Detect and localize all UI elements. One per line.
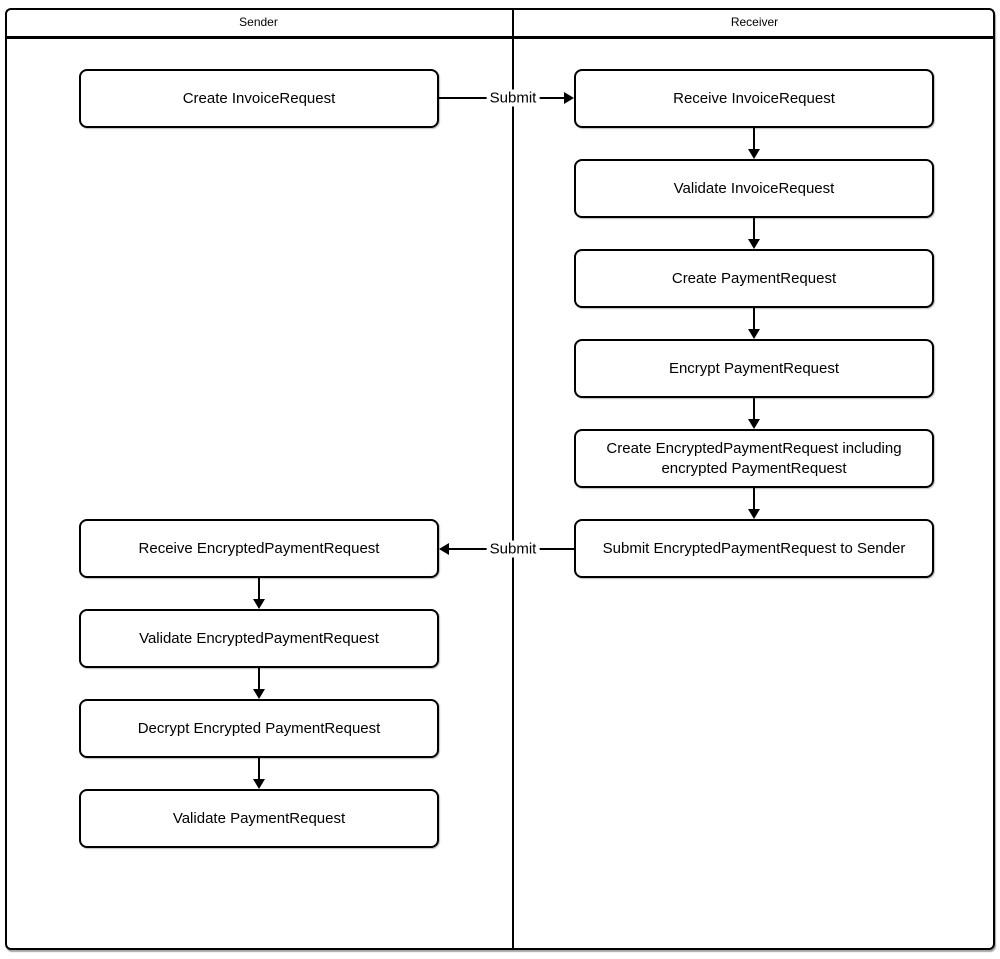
arrow-down-sender-1 bbox=[253, 578, 265, 609]
lane-title-receiver: Receiver bbox=[730, 15, 779, 29]
node-receive-encryptedpaymentrequest: Receive EncryptedPaymentRequest bbox=[79, 519, 439, 578]
node-decrypt-encrypted-paymentrequest: Decrypt Encrypted PaymentRequest bbox=[79, 699, 439, 758]
lane-divider-line bbox=[512, 8, 514, 950]
node-validate-paymentrequest: Validate PaymentRequest bbox=[79, 789, 439, 848]
node-receive-invoicerequest: Receive InvoiceRequest bbox=[574, 69, 934, 128]
header-separator-line bbox=[5, 36, 995, 39]
arrow-down-sender-2 bbox=[253, 668, 265, 699]
node-create-encryptedpaymentrequest: Create EncryptedPaymentRequest including encrypted PaymentRequest bbox=[574, 429, 934, 488]
arrow-down-receiver-5 bbox=[748, 488, 760, 519]
arrow-down-sender-3 bbox=[253, 758, 265, 789]
arrow-down-receiver-2 bbox=[748, 218, 760, 249]
lane-title-sender: Sender bbox=[239, 15, 278, 29]
label-submit-encryptedpaymentrequest: Submit bbox=[487, 541, 540, 558]
node-validate-encryptedpaymentrequest: Validate EncryptedPaymentRequest bbox=[79, 609, 439, 668]
node-create-paymentrequest: Create PaymentRequest bbox=[574, 249, 934, 308]
node-create-invoicerequest: Create InvoiceRequest bbox=[79, 69, 439, 128]
node-validate-invoicerequest: Validate InvoiceRequest bbox=[574, 159, 934, 218]
node-encrypt-paymentrequest: Encrypt PaymentRequest bbox=[574, 339, 934, 398]
arrow-down-receiver-4 bbox=[748, 398, 760, 429]
label-submit-invoicerequest: Submit bbox=[487, 90, 540, 107]
node-submit-encryptedpaymentrequest-to-sender: Submit EncryptedPaymentRequest to Sender bbox=[574, 519, 934, 578]
arrow-down-receiver-1 bbox=[748, 128, 760, 159]
arrow-down-receiver-3 bbox=[748, 308, 760, 339]
